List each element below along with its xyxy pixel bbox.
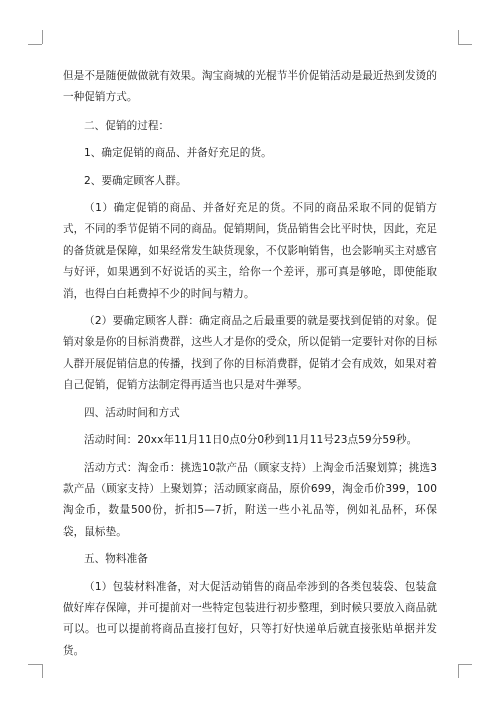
crop-mark-top-right-v [458, 30, 459, 44]
crop-mark-bottom-left-h [28, 664, 42, 665]
crop-mark-top-right-h [458, 44, 472, 45]
crop-mark-top-left-v [42, 30, 43, 44]
subheading-confirm-goods: 1、确定促销的商品、并备好充足的货。 [84, 147, 272, 160]
paragraph-packaging-materials: （1）包装材料准备，对大促活动销售的商品牵涉到的各类包装袋、包装盒做好库存保障，并可提前对一些特定包装进行初步整理，到时候只要放入商品就可以。也可以提前将商品直接打包好，只等打好快递单后就直接张贴单据并发货。 [63, 580, 437, 657]
paragraph-goods-preparation: （1）确定促销的商品、并备好充足的货。不同的商品采取不同的促销方式，不同的季节促销不同的商品。促销期间，货品销售会比平时快，因此，充足的备货就是保障，如果经常发生缺货现象，不仅影响销售，也会影响买主对感官与好评，如果遇到不好说话的买主，给你一个差评，那可真是够呛，即使能取消，也得白白耗费掉不少的时间与精力。 [63, 202, 437, 300]
document-body [63, 66, 437, 662]
paragraph-activity-time: 活动时间：20xx年11月11日0点0分0秒到11月11号23点59分59秒。 [84, 434, 418, 447]
crop-mark-bottom-right-v [458, 664, 459, 678]
crop-mark-bottom-left-v [42, 664, 43, 678]
subheading-confirm-customers: 2、要确定顾客人群。 [84, 174, 187, 187]
section-heading-time-and-method: 四、活动时间和方式 [84, 406, 180, 419]
section-heading-promotion-process: 二、促销的过程： [84, 119, 170, 132]
crop-mark-bottom-right-h [458, 664, 472, 665]
crop-mark-top-left-h [28, 44, 42, 45]
paragraph-target-customers: （2）要确定顾客人群：确定商品之后最重要的就是要找到促销的对象。促销对象是你的目标消费群，这些人才是你的受众，所以促销一定要针对你的目标人群开展促销信息的传播，找到了你的目标消费群，促销才会有成效，如果对着自己促销，促销方法制定得再适当也只是对牛弹琴。 [63, 315, 437, 392]
paragraph-activity-method: 活动方式：淘金币：挑选10款产品（顾家支持）上淘金币活聚划算；挑选3款产品（顾家支持）上聚划算；活动顾家商品，原价699，淘金币价399，100淘金币，数量500份，折扣5—7折，附送一些小礼品等，例如礼品杯，环保袋，鼠标垫。 [63, 461, 437, 538]
paragraph-intro-continuation: 但是不是随便做做就有效果。淘宝商城的光棍节半价促销活动是最近热到发烫的一种促销方式。 [63, 70, 437, 104]
section-heading-materials: 五、物料准备 [84, 553, 148, 566]
